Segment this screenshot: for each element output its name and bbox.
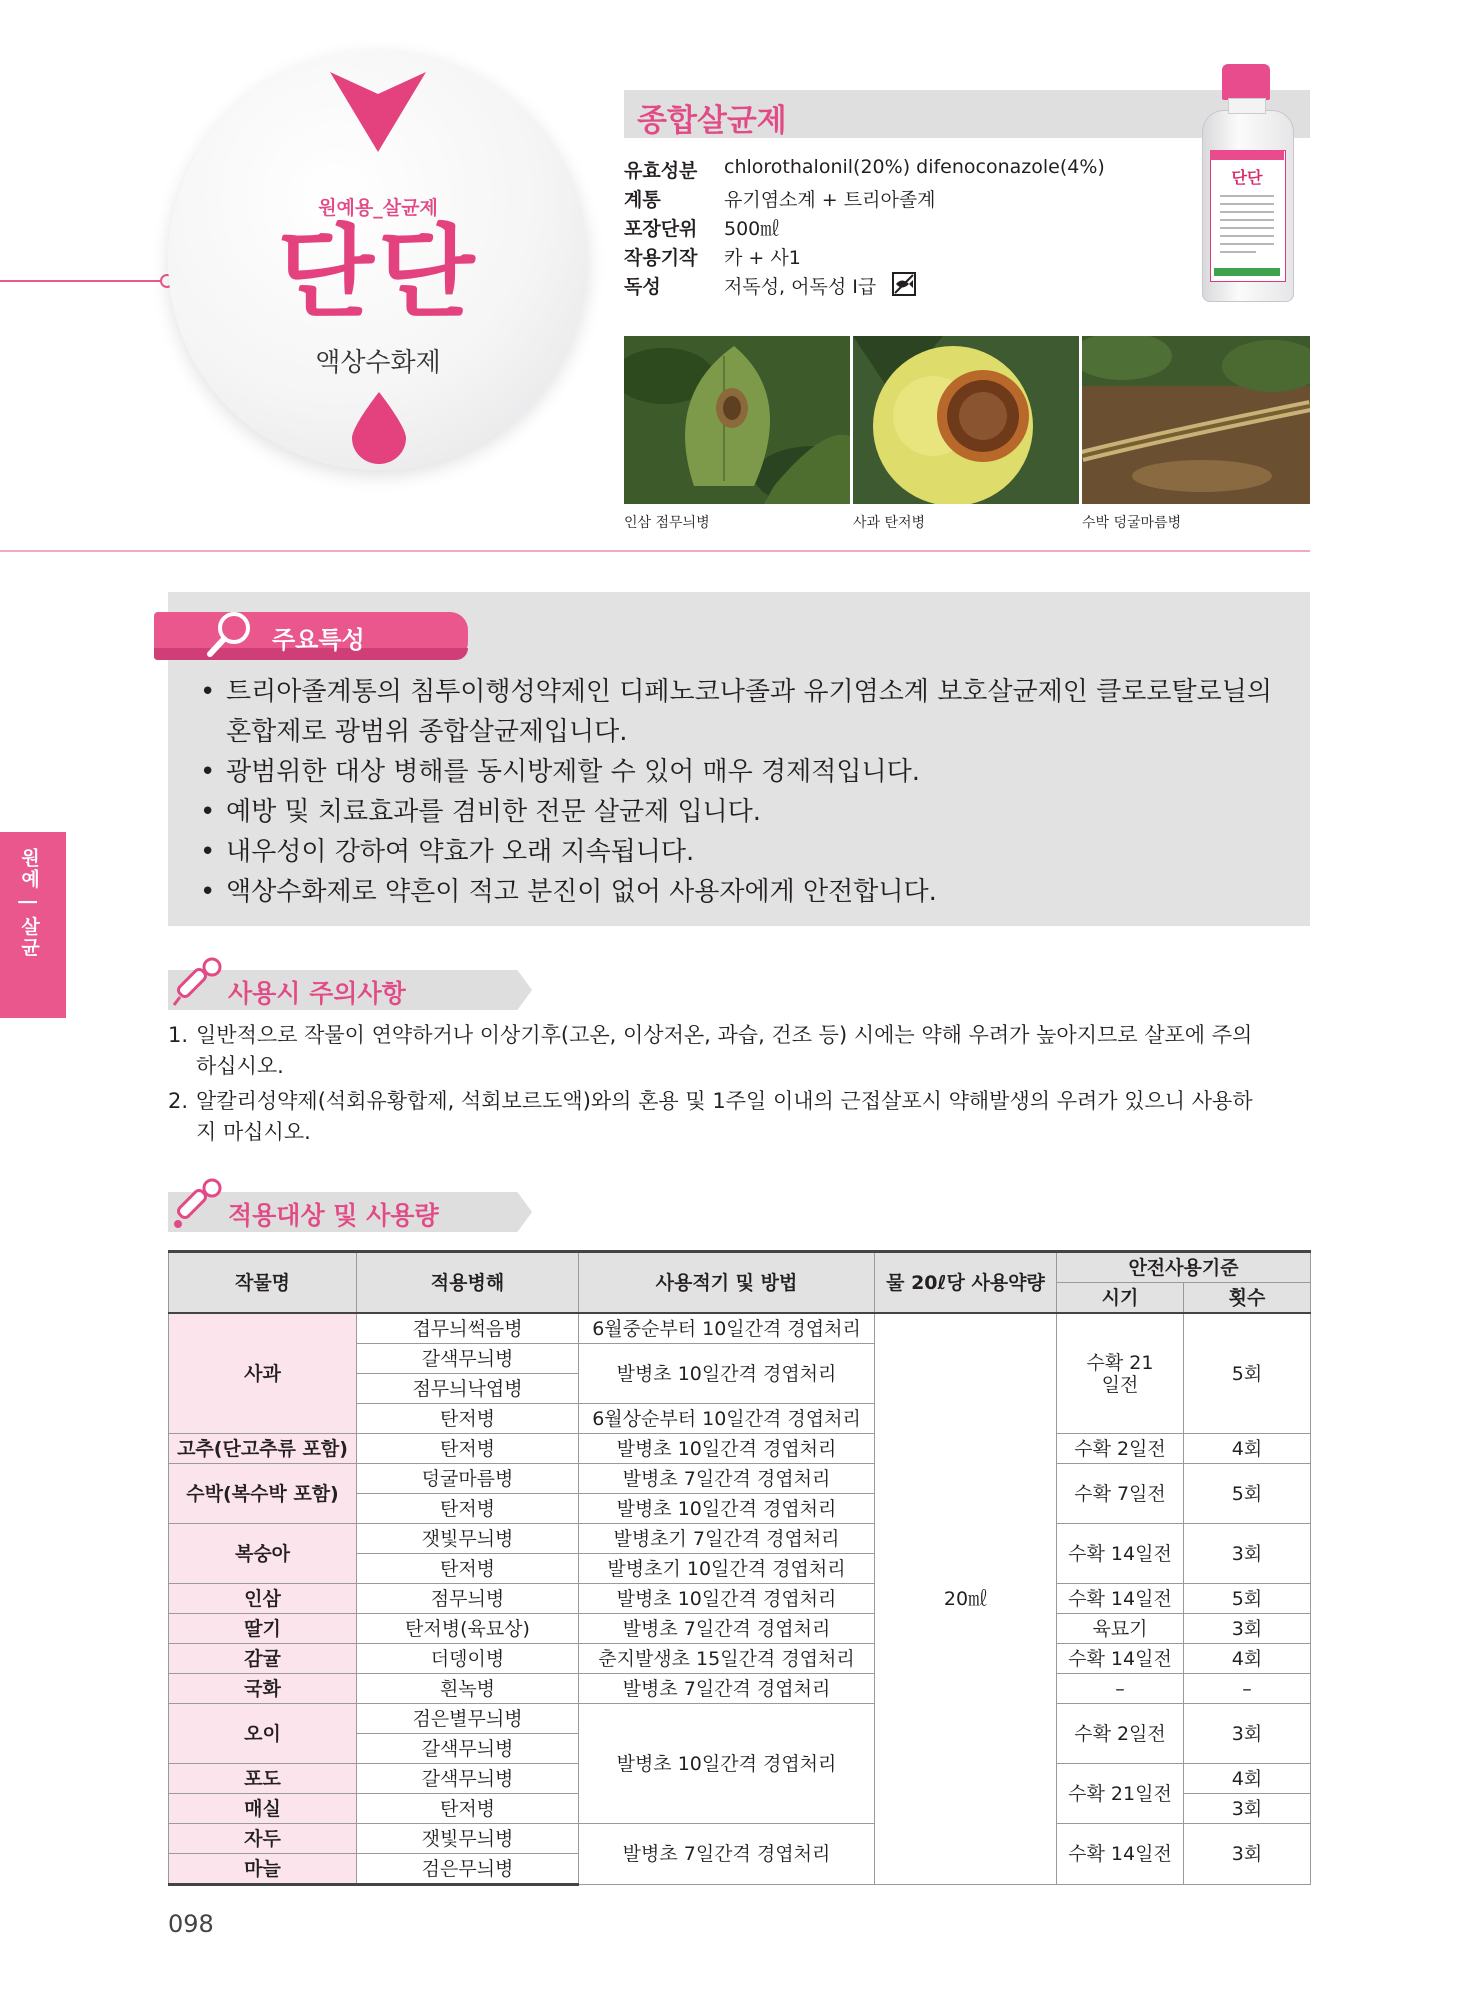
timing-cell: 수확 21일전 [1057,1764,1184,1824]
photo-apple-anthracnose [853,336,1079,504]
timing-cell: 수확 14일전 [1057,1584,1184,1614]
caution-number: 2. [168,1089,189,1113]
disease-cell: 점무늬병 [357,1584,579,1614]
timing-cell: 수확 2일전 [1057,1434,1184,1464]
info-value-family: 유기염소계 + 트리아졸계 [724,189,936,211]
count-cell: 4회 [1184,1434,1311,1464]
caution-text: 일반적으로 작물이 연약하거나 이상기후(고온, 이상저온, 과습, 건조 등) 시에는 약해 우려가 높아지므로 살포에 주의하십시오. [196,1023,1253,1078]
crop-cell: 사과 [169,1313,357,1434]
bottle-label-green-band [1214,268,1280,276]
disease-cell: 잿빛무늬병 [357,1824,579,1854]
info-label-mechanism: 작용기작 [624,247,698,269]
features-list [200,672,1290,912]
chevron-down-icon [330,72,426,152]
timing-cell: 수확 14일전 [1057,1644,1184,1674]
method-cell: 발병초 7일간격 경엽처리 [579,1614,875,1644]
disease-cell: 점무늬낙엽병 [357,1374,579,1404]
count-cell: 4회 [1184,1644,1311,1674]
photo-caption-apple: 사과 탄저병 [853,515,926,531]
disease-cell: 탄저병 [357,1494,579,1524]
dropper-icon [170,955,226,1011]
pipette-icon [170,1176,226,1232]
info-value-mechanism: 카 + 사1 [724,247,801,269]
caution-title: 사용시 주의사항 [228,979,406,1008]
page-number: 098 [168,1910,214,1938]
table-row [169,1313,1311,1344]
method-cell: 발병초 7일간격 경엽처리 [579,1674,875,1704]
disease-cell: 잿빛무늬병 [357,1524,579,1554]
method-cell: 발병초 7일간격 경엽처리 [579,1464,875,1494]
crop-cell: 국화 [169,1674,357,1704]
product-name: 단단 [277,214,479,331]
method-cell: 6월중순부터 10일간격 경엽처리 [579,1313,875,1344]
disease-cell: 탄저병(육묘상) [357,1614,579,1644]
count-cell: 5회 [1184,1313,1311,1434]
feature-item: • 트리아졸계통의 침투이행성약제인 디페노코나졸과 유기염소계 보호살균제인 클로로탈로닐의 혼합제로 광범위 종합살균제입니다. [200,672,1290,752]
table-row [169,1464,1311,1494]
method-cell: 발병초기 10일간격 경엽처리 [579,1554,875,1584]
info-label-package: 포장단위 [624,218,698,240]
caution-item [168,1086,1268,1148]
count-cell: 3회 [1184,1794,1311,1824]
header-safety: 안전사용기준 [1057,1252,1311,1283]
crop-cell: 복숭아 [169,1524,357,1584]
method-cell: 발병초 10일간격 경엽처리 [579,1494,875,1524]
header-dose: 물 20ℓ당 사용약량 [875,1252,1057,1314]
product-category: 원예용_살균제 [318,197,438,219]
timing-cell: 수확 14일전 [1057,1524,1184,1584]
bottle-cap [1222,64,1270,100]
info-value-ingredient: chlorothalonil(20%) difenoconazole(4%) [724,156,1105,178]
product-formulation: 액상수화제 [315,348,441,378]
disease-cell: 갈색무늬병 [357,1764,579,1794]
header-crop: 작물명 [169,1252,357,1314]
header-count: 횟수 [1184,1283,1311,1314]
timing-cell: 수확 2일전 [1057,1704,1184,1764]
info-value-package: 500㎖ [724,218,780,240]
crop-cell: 딸기 [169,1614,357,1644]
table-row [169,1524,1311,1554]
count-cell: 3회 [1184,1824,1311,1885]
table-row [169,1614,1311,1644]
fish-toxicity-icon [892,272,916,296]
info-label-family: 계통 [624,189,661,211]
timing-cell: 수확 7일전 [1057,1464,1184,1524]
bottle-neck [1228,98,1266,114]
table-row [169,1824,1311,1854]
count-cell: – [1184,1674,1311,1704]
crop-cell: 감귤 [169,1644,357,1674]
magnifier-icon [204,608,254,660]
caution-number: 1. [168,1023,189,1047]
crop-cell: 자두 [169,1824,357,1854]
table-row [169,1584,1311,1614]
timing-cell: 육묘기 [1057,1614,1184,1644]
caution-text: 알칼리성약제(석회유황합제, 석회보르도액)와의 혼용 및 1주일 이내의 근접살포시 약해발생의 우려가 있으니 사용하지 마십시오. [196,1089,1253,1144]
feature-item: • 내우성이 강하여 약효가 오래 지속됩니다. [200,832,1290,872]
count-cell: 3회 [1184,1614,1311,1644]
crop-cell: 수박(복수박 포함) [169,1464,357,1524]
feature-item: • 예방 및 치료효과를 겸비한 전문 살균제 입니다. [200,792,1290,832]
disease-cell: 탄저병 [357,1404,579,1434]
table-row [169,1704,1311,1734]
feature-item: • 액상수화제로 약흔이 적고 분진이 없어 사용자에게 안전합니다. [200,872,1290,912]
photo-caption-ginseng: 인삼 점무늬병 [624,515,710,531]
method-cell: 6월상순부터 10일간격 경엽처리 [579,1404,875,1434]
bottle-label-band [1210,150,1284,160]
hero-connector-line [0,280,170,282]
header-timing: 시기 [1057,1283,1184,1314]
count-cell: 5회 [1184,1584,1311,1614]
crop-cell: 오이 [169,1704,357,1764]
disease-cell: 탄저병 [357,1554,579,1584]
method-cell: 발병초 7일간격 경엽처리 [579,1824,875,1885]
bottle-label-text-lines [1216,190,1278,264]
method-cell: 발병초 10일간격 경엽처리 [579,1584,875,1614]
disease-cell: 흰녹병 [357,1674,579,1704]
caution-list [168,1020,1268,1152]
features-title: 주요특성 [272,626,365,654]
method-cell: 발병초기 7일간격 경엽처리 [579,1524,875,1554]
method-cell: 발병초 10일간격 경엽처리 [579,1704,875,1824]
drop-icon [352,392,406,464]
timing-cell: – [1057,1674,1184,1704]
timing-text: 수확 21일전 [1086,1351,1154,1396]
info-label-ingredient: 유효성분 [624,160,698,182]
table-row [169,1644,1311,1674]
usage-title: 적용대상 및 사용량 [228,1201,439,1230]
timing-cell [1057,1313,1184,1434]
disease-cell: 갈색무늬병 [357,1734,579,1764]
disease-cell: 검은무늬병 [357,1854,579,1885]
feature-item: • 광범위한 대상 병해를 동시방제할 수 있어 매우 경제적입니다. [200,752,1290,792]
usage-table [168,1250,1311,1886]
bottle-label-title: 단단 [1231,168,1263,187]
crop-cell: 마늘 [169,1854,357,1885]
crop-cell: 인삼 [169,1584,357,1614]
disease-cell: 더뎅이병 [357,1644,579,1674]
crop-cell: 매실 [169,1794,357,1824]
disease-cell: 덩굴마름병 [357,1464,579,1494]
disease-cell: 검은별무늬병 [357,1704,579,1734]
product-type-title: 종합살균제 [637,103,787,139]
disease-cell: 탄저병 [357,1794,579,1824]
info-value-toxicity: 저독성, 어독성 Ⅰ급 [724,276,877,298]
photo-watermelon-gummy-stem-blight [1082,336,1310,504]
crop-cell: 포도 [169,1764,357,1794]
photo-caption-watermelon: 수박 덩굴마름병 [1082,515,1182,531]
table-row [169,1434,1311,1464]
method-cell: 발병초 10일간격 경엽처리 [579,1344,875,1404]
timing-cell: 수확 14일전 [1057,1824,1184,1885]
count-cell: 5회 [1184,1464,1311,1524]
method-cell: 춘지발생초 15일간격 경엽처리 [579,1644,875,1674]
header-disease: 적용병해 [357,1252,579,1314]
section-divider [0,550,1310,552]
disease-cell: 갈색무늬병 [357,1344,579,1374]
disease-cell: 탄저병 [357,1434,579,1464]
info-label-toxicity: 독성 [624,276,661,298]
method-cell: 발병초 10일간격 경엽처리 [579,1434,875,1464]
disease-cell: 겹무늬썩음병 [357,1313,579,1344]
photo-ginseng-leaf-spot [624,336,850,504]
crop-cell: 고추(단고추류 포함) [169,1434,357,1464]
caution-item [168,1020,1268,1082]
count-cell: 3회 [1184,1524,1311,1584]
count-cell: 3회 [1184,1704,1311,1764]
side-tab-label: 원예 | 살균 [18,848,40,959]
dose-cell: 20㎖ [875,1313,1057,1885]
count-cell: 4회 [1184,1764,1311,1794]
table-row [169,1674,1311,1704]
header-method: 사용적기 및 방법 [579,1252,875,1314]
